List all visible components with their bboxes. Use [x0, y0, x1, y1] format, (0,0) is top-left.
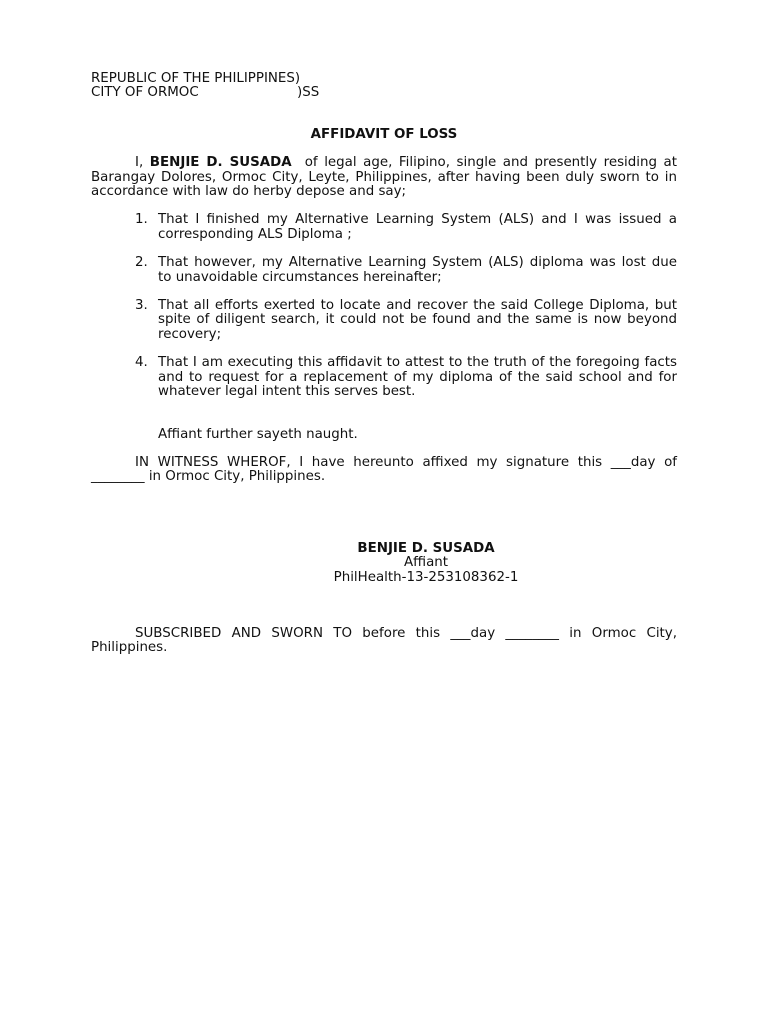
list-item [91, 299, 677, 342]
item-number: 4. [135, 355, 148, 371]
venue-block [91, 72, 677, 101]
signature-name: BENJIE D. SUSADA [357, 540, 495, 556]
venue-city [91, 86, 677, 100]
venue-city-name: CITY OF ORMOC [91, 85, 199, 101]
affidavit-page [91, 71, 682, 656]
further-sayeth: Affiant further sayeth naught. [158, 426, 358, 442]
item-text: That I finished my Alternative Learning System (ALS) and I was issued a corresponding ALS Diploma ; [158, 212, 677, 242]
item-text: That all efforts exerted to locate and recover the said College Diploma, but spite of diligent search, it could not be found and the same is now beyond recovery; [158, 298, 677, 342]
item-number: 3. [135, 298, 148, 314]
list-item [91, 213, 677, 242]
intro-paragraph [91, 155, 682, 200]
intro-prefix: I, [135, 155, 150, 171]
jurat-paragraph: SUBSCRIBED AND SWORN TO before this ___day ________ in Ormoc City, Philippines. [91, 625, 677, 656]
item-text: That however, my Alternative Learning System (ALS) diploma was lost due to unavoidable circumstances hereinafter; [158, 255, 677, 285]
venue-republic: REPUBLIC OF THE PHILIPPINES) [91, 71, 301, 86]
signature-role: Affiant [403, 555, 449, 571]
signature-block [133, 542, 719, 585]
document-title: AFFIDAVIT OF LOSS [310, 126, 458, 142]
item-text: That I am executing this affidavit to attest to the truth of the foregoing facts and to request for a replacement of my diploma of the said school and for whatever legal intent this serves best. [158, 355, 677, 400]
list-item [91, 356, 677, 399]
list-item [91, 256, 677, 285]
affiant-name: BENJIE D. SUSADA [149, 155, 292, 171]
venue-ss: )SS [297, 85, 320, 101]
signature-id: PhilHealth-13-253108362-1 [333, 569, 519, 585]
item-number: 1. [135, 212, 148, 228]
item-number: 2. [135, 255, 148, 271]
witness-paragraph: IN WITNESS WHEROF, I have hereunto affixed my signature this ___day of ________ in Ormoc City, Philippines. [91, 454, 677, 485]
numbered-statements [91, 213, 677, 399]
intro-rest: of legal age, Filipino, single and presently residing at Barangay Dolores, Ormoc City, Leyte, Philippines, after having been duly sworn to in accordance with law do herby depose and say; [91, 155, 682, 200]
